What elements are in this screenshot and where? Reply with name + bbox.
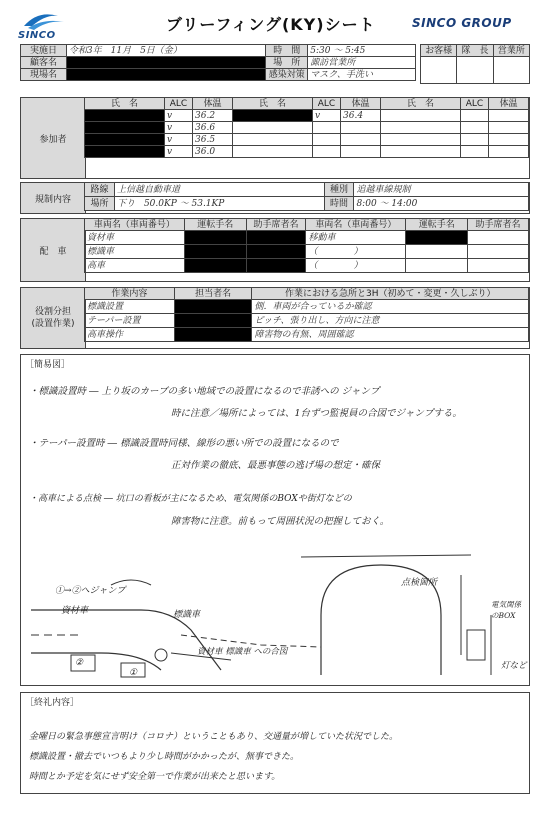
col-point: 作業における急所と3H（初めて・変更・久しぶり） [252, 288, 529, 300]
role-person-redacted [174, 314, 252, 328]
participant-name [381, 146, 461, 158]
sketch-num1: ① [129, 668, 138, 678]
role-point: 障害物の有無、周囲確認 [252, 328, 529, 342]
place-label: 場 所 [266, 57, 308, 69]
participant-alc: v [313, 110, 341, 122]
participant-temp: 36.2 [193, 110, 233, 122]
participant-name-redacted [85, 110, 165, 122]
site-label: 現場名 [21, 69, 67, 81]
diagram-note: 時に注意／場所によっては、1台ずつ監視員の合図でジャンプする。 [171, 408, 462, 419]
reg-place-label: 場所 [85, 197, 115, 211]
participant-name [381, 110, 461, 122]
client-label: 顧客名 [21, 57, 67, 69]
role-person-redacted [174, 300, 252, 314]
col-name-3: 氏 名 [381, 98, 461, 110]
site-sketch [21, 535, 529, 683]
participant-alc: v [165, 122, 193, 134]
company-logo [18, 8, 70, 42]
sketch-inspection-label: 点検箇所 [401, 578, 438, 588]
client-value-redacted [66, 57, 265, 69]
vehicle-name: 標識車 [85, 245, 185, 259]
stamp-box-captain [457, 57, 493, 84]
participant-temp [341, 146, 381, 158]
participant-alc [461, 122, 489, 134]
reg-place-value: 下り 50.0KP 〜 53.1KP [114, 197, 324, 211]
participants-table [84, 97, 529, 158]
time-label: 時 間 [266, 45, 308, 57]
col-driver-2: 運転手名 [406, 219, 468, 231]
col-work: 作業内容 [85, 288, 175, 300]
infection-label: 感染対策 [266, 69, 308, 81]
participant-name [233, 122, 313, 134]
participant-name-redacted [85, 122, 165, 134]
type-label: 種別 [324, 183, 354, 197]
sketch-jump-label: ①→②へジャンプ [55, 586, 126, 596]
col-alc-1: ALC [165, 98, 193, 110]
assist-cell [468, 231, 529, 245]
col-temp-1: 体温 [193, 98, 233, 110]
role-point: ピッチ、張り出し、方向に注意 [252, 314, 529, 328]
participant-alc [313, 134, 341, 146]
diagram-note: 障害物に注意。前もって周囲状況の把握しておく。 [171, 516, 390, 527]
col-temp-3: 体温 [489, 98, 529, 110]
roles-label: 役割分担 (設置作業) [21, 288, 86, 348]
regulation-table [84, 182, 529, 211]
participant-temp: 36.4 [341, 110, 381, 122]
infection-value: マスク、手洗い [308, 69, 416, 81]
site-value-redacted [66, 69, 265, 81]
participant-temp [489, 122, 529, 134]
participant-name-redacted [85, 134, 165, 146]
col-name-2: 氏 名 [233, 98, 313, 110]
sketch-box-label: 電気関係のBOX [491, 600, 521, 620]
role-person-redacted [174, 328, 252, 342]
col-driver-1: 運転手名 [184, 219, 246, 231]
vehicles-table [84, 218, 529, 273]
reg-time-label: 時間 [324, 197, 354, 211]
diagram-note: 正対作業の徹底、最悪事態の逃げ場の想定・確保 [171, 460, 381, 471]
participant-alc [313, 146, 341, 158]
participant-alc [461, 134, 489, 146]
closing-section [20, 692, 530, 794]
participant-name-redacted [233, 110, 313, 122]
participant-temp [341, 134, 381, 146]
participant-alc: v [165, 146, 193, 158]
participant-temp: 36.0 [193, 146, 233, 158]
participant-name-redacted [85, 146, 165, 158]
vehicle-name: （ ） [306, 259, 406, 273]
col-alc-3: ALC [461, 98, 489, 110]
participant-alc [461, 146, 489, 158]
vehicle-name: （ ） [306, 245, 406, 259]
simple-diagram-section [20, 354, 530, 686]
sketch-num2: ② [75, 658, 84, 668]
vehicles-label: 配 車 [21, 219, 86, 281]
assist-cell [468, 245, 529, 259]
participant-alc [313, 122, 341, 134]
sketch-sign-car-label: 標識車 [173, 610, 201, 620]
col-assist-2: 助手席者名 [468, 219, 529, 231]
assist-cell [468, 259, 529, 273]
col-temp-2: 体温 [341, 98, 381, 110]
driver-redacted [184, 259, 246, 273]
role-work: 高車操作 [85, 328, 175, 342]
sketch-material-car-label: 資材車 [61, 606, 89, 616]
participant-name [381, 134, 461, 146]
participant-temp [489, 110, 529, 122]
stamp-box-office [493, 57, 529, 84]
time-value: 5:30 〜 5:45 [308, 45, 416, 57]
reg-time-value: 8:00 〜 14:00 [354, 197, 529, 211]
closing-line: 標識設置・撤去でいつもより少し時間がかかったが、無事できた。 [29, 752, 300, 762]
driver-redacted [184, 245, 246, 259]
participant-alc [461, 110, 489, 122]
stamp-label-captain: 隊 長 [457, 45, 493, 57]
role-work: 標識設置 [85, 300, 175, 314]
driver-cell [406, 245, 468, 259]
group-name: SINCO GROUP [412, 16, 512, 30]
info-table [20, 44, 416, 81]
stamp-label-office: 営業所 [493, 45, 529, 57]
col-person: 担当者名 [174, 288, 252, 300]
stamp-table [420, 44, 530, 84]
route-label: 路線 [85, 183, 115, 197]
page-title: ブリーフィング(KY)シート [166, 15, 376, 34]
type-value: 追越車線規制 [354, 183, 529, 197]
participant-temp: 36.5 [193, 134, 233, 146]
col-vehicle-2: 車両名（車両番号） [306, 219, 406, 231]
sketch-light-label: 灯など [501, 661, 527, 671]
simple-diagram-title: ［簡易図］ [25, 360, 71, 370]
diagram-note: ・テーパー設置時 ― 標識設置時同様、線形の悪い所での設置になるので [29, 438, 339, 449]
role-work: テーパー設置 [85, 314, 175, 328]
logo-text: SINCO [18, 30, 56, 41]
participant-name [233, 134, 313, 146]
route-value: 上信越自動車道 [114, 183, 324, 197]
vehicle-name: 移動車 [306, 231, 406, 245]
col-vehicle-1: 車両名（車両番号） [85, 219, 185, 231]
date-value: 令和3年 11月 5日（金） [66, 45, 265, 57]
participant-temp: 36.6 [193, 122, 233, 134]
vehicle-name: 資材車 [85, 231, 185, 245]
driver-redacted [184, 231, 246, 245]
date-label: 実施日 [21, 45, 67, 57]
participant-temp [341, 122, 381, 134]
place-value: 諏訪営業所 [308, 57, 416, 69]
role-point: 側．車両が合っているか確認 [252, 300, 529, 314]
participant-temp [489, 146, 529, 158]
sketch-instruction-label: 資材車 標識車 への合図 [197, 647, 288, 657]
vehicle-name: 高車 [85, 259, 185, 273]
diagram-note: ・高車による点検 ― 坑口の看板が主になるため、電気関係のBOXや街灯などの [29, 494, 352, 504]
assist-redacted [246, 231, 306, 245]
driver-redacted [406, 231, 468, 245]
participant-alc: v [165, 134, 193, 146]
closing-line: 金曜日の緊急事態宣言明け（コロナ）ということもあり、交通量が増していた状況でした。 [29, 732, 399, 742]
stamp-label-client: お客様 [421, 45, 457, 57]
col-alc-2: ALC [313, 98, 341, 110]
stamp-box-client [421, 57, 457, 84]
participant-name [233, 146, 313, 158]
driver-cell [406, 259, 468, 273]
regulation-label: 規制内容 [21, 183, 86, 213]
participants-label: 参加者 [21, 98, 86, 178]
participant-temp [489, 134, 529, 146]
col-assist-1: 助手席者名 [246, 219, 306, 231]
participant-alc: v [165, 110, 193, 122]
closing-title: ［終礼内容］ [25, 698, 80, 708]
assist-redacted [246, 259, 306, 273]
roles-table [84, 287, 529, 342]
assist-redacted [246, 245, 306, 259]
diagram-note: ・標識設置時 ― 上り坂のカーブの多い地域での設置になるので非誘への ジャンプ [29, 386, 380, 397]
col-name-1: 氏 名 [85, 98, 165, 110]
closing-line: 時間とか予定を気にせず安全第一で作業が出来たと思います。 [29, 772, 281, 782]
participant-name [381, 122, 461, 134]
